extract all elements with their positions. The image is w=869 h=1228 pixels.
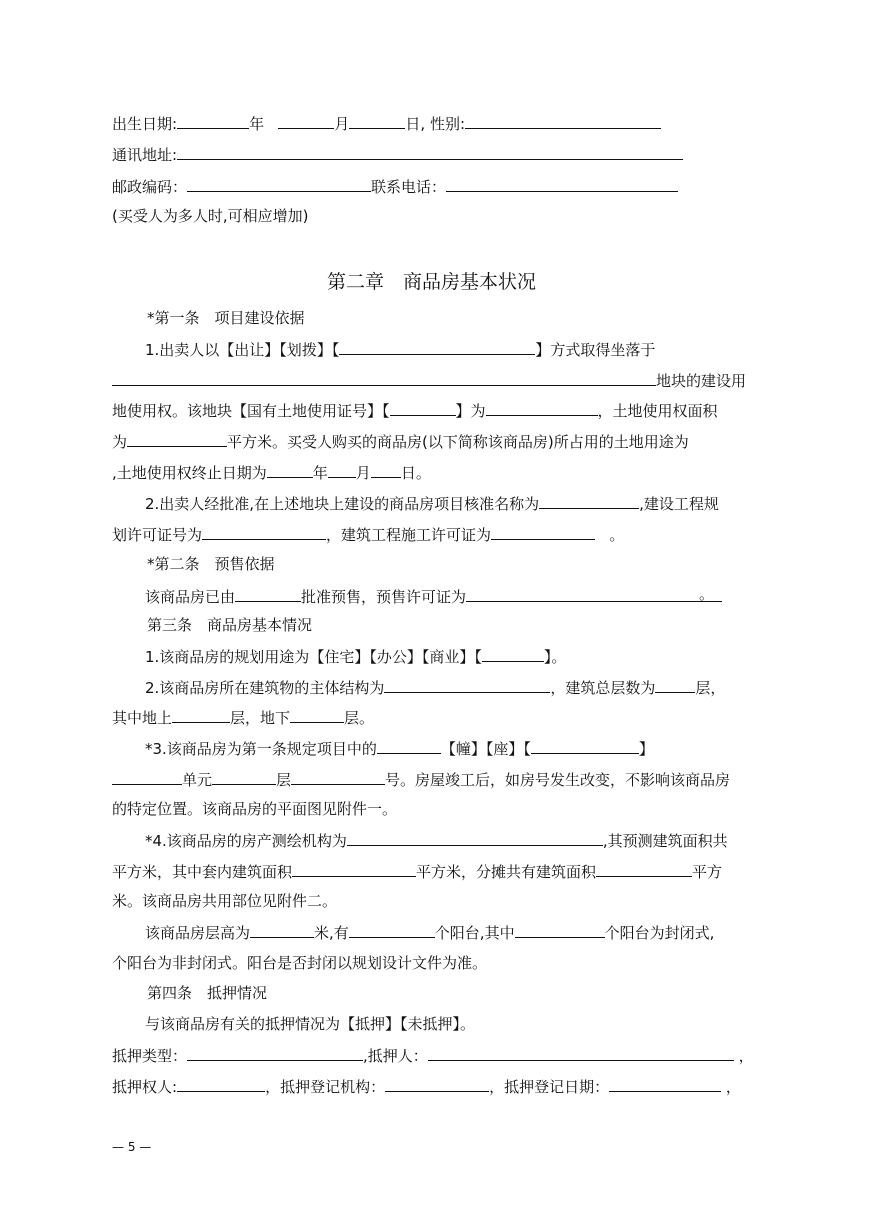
art4-line3: 抵押权人: ，抵押登记机构： ，抵押登记日期： ，	[112, 1075, 741, 1097]
project-name-field[interactable]	[539, 492, 639, 509]
birth-day-field[interactable]	[349, 112, 405, 129]
art1-p1-line2: 地块的建设用	[112, 369, 746, 391]
inner-area-field[interactable]	[292, 860, 416, 877]
total-floors-field[interactable]	[655, 676, 695, 693]
land-end-year-field[interactable]	[267, 461, 313, 478]
buyer-note: (买受人为多人时,可相应增加)	[112, 207, 309, 225]
art1-p1-line1: 1.出卖人以【出让】【划拨】【 】方式取得坐落于	[145, 338, 655, 360]
art3-p5-line1: 该商品房层高为 米,有 个阳台,其中 个阳台为封闭式,	[145, 921, 714, 943]
phone-field[interactable]	[446, 175, 678, 192]
art3-p5-line2: 个阳台为非封闭式。阳台是否封闭以规划设计文件为准。	[112, 954, 488, 972]
land-end-day-field[interactable]	[371, 461, 401, 478]
usage-other-field[interactable]	[482, 645, 544, 662]
postcode-line	[112, 175, 678, 197]
shared-area-field[interactable]	[596, 860, 692, 877]
birth-month-field[interactable]	[278, 112, 334, 129]
planning-permit-field[interactable]	[202, 523, 326, 540]
land-location-field[interactable]	[112, 369, 656, 386]
unit-field[interactable]	[112, 768, 182, 785]
mortgage-type-field[interactable]	[187, 1044, 363, 1061]
phone-label: 联系电话：	[371, 178, 447, 196]
article-2-heading: *第二条 预售依据	[147, 555, 275, 573]
land-cert-number-field[interactable]	[486, 399, 598, 416]
floor-height-field[interactable]	[250, 921, 314, 938]
land-end-month-field[interactable]	[328, 461, 356, 478]
land-cert-type-field[interactable]	[390, 399, 456, 416]
page-number: — 5 —	[112, 1140, 152, 1154]
art4-line2: 抵押类型： ,抵押人： ，	[112, 1044, 754, 1066]
survey-agency-field[interactable]	[347, 829, 603, 846]
art1-p1-line3: 地使用权。该地块【国有土地使用证号】【 】为 ，土地使用权面积	[112, 399, 718, 421]
article-1-heading: *第一条 项目建设依据	[147, 309, 305, 327]
gender-field[interactable]	[465, 112, 661, 129]
floors-above-field[interactable]	[172, 706, 230, 723]
structure-field[interactable]	[384, 676, 550, 693]
balcony-count-field[interactable]	[349, 921, 435, 938]
art1-p1-line4: 为 平方米。买受人购买的商品房(以下简称该商品房)所占用的土地用途为	[112, 430, 689, 452]
art3-p1: 1.该商品房的规划用途为【住宅】【办公】【商业】【 】。	[145, 645, 566, 667]
art1-p2-line2: 划许可证号为 ，建筑工程施工许可证为 。	[112, 523, 624, 545]
gender-label: 性别:	[429, 115, 466, 133]
chapter-title: 第二章 商品房基本状况	[327, 271, 537, 293]
floor-field[interactable]	[212, 768, 276, 785]
mortgagee-field[interactable]	[177, 1075, 265, 1092]
address-line	[112, 143, 683, 165]
birth-year-field[interactable]	[177, 112, 249, 129]
postcode-label: 邮政编码：	[112, 178, 188, 196]
birth-line: 出生日期: 年 月 日, 性别:	[112, 112, 661, 134]
address-field[interactable]	[177, 143, 683, 160]
art3-p2-line2: 其中地上 层，地下 层。	[112, 706, 374, 728]
land-acquisition-method-field[interactable]	[339, 338, 535, 355]
art3-p4-line1: *4.该商品房的房产测绘机构为 ,其预测建筑面积共	[145, 829, 728, 851]
art3-p3-line2: 单元 层 号。房屋竣工后，如房号发生改变，不影响该商品房	[112, 768, 730, 790]
registration-date-field[interactable]	[609, 1075, 721, 1092]
art3-p3-line3: 的特定位置。该商品房的平面图见附件一。	[112, 800, 398, 818]
postcode-field[interactable]	[187, 175, 371, 192]
art2-line: 该商品房已由 批准预售，预售许可证为 。	[145, 585, 722, 607]
room-number-field[interactable]	[291, 768, 385, 785]
art3-p2-line1: 2.该商品房所在建筑物的主体结构为 ，建筑总层数为 层，	[145, 676, 725, 698]
floors-below-field[interactable]	[290, 706, 344, 723]
closed-balcony-field[interactable]	[515, 921, 605, 938]
mortgagor-field[interactable]	[428, 1044, 734, 1061]
art1-p2-line1: 2.出卖人经批准,在上述地块上建设的商品房项目核准名称为 ,建设工程规	[145, 492, 719, 514]
presale-approver-field[interactable]	[235, 585, 301, 602]
address-label: 通讯地址:	[112, 146, 178, 164]
building-other-field[interactable]	[531, 737, 639, 754]
article-3-heading: 第三条 商品房基本情况	[147, 616, 313, 634]
land-area-field[interactable]	[127, 430, 227, 447]
article-4-heading: 第四条 抵押情况	[147, 984, 268, 1002]
presale-permit-field[interactable]: 。	[466, 585, 722, 602]
art3-p4-line2: 平方米，其中套内建筑面积 平方米，分摊共有建筑面积 平方	[112, 860, 722, 882]
art1-p1-line5: ,土地使用权终止日期为 年 月 日。	[112, 461, 431, 483]
construction-permit-field[interactable]	[491, 523, 595, 540]
registration-org-field[interactable]	[385, 1075, 489, 1092]
art3-p4-line3: 米。该商品房共用部位见附件二。	[112, 892, 338, 910]
art3-p3-line1: *3.该商品房为第一条规定项目中的 【幢】【座】【 】	[145, 737, 654, 759]
art4-p1: 与该商品房有关的抵押情况为【抵押】【未抵押】。	[145, 1015, 476, 1033]
birth-label: 出生日期:	[112, 115, 178, 133]
building-number-field[interactable]	[377, 737, 441, 754]
